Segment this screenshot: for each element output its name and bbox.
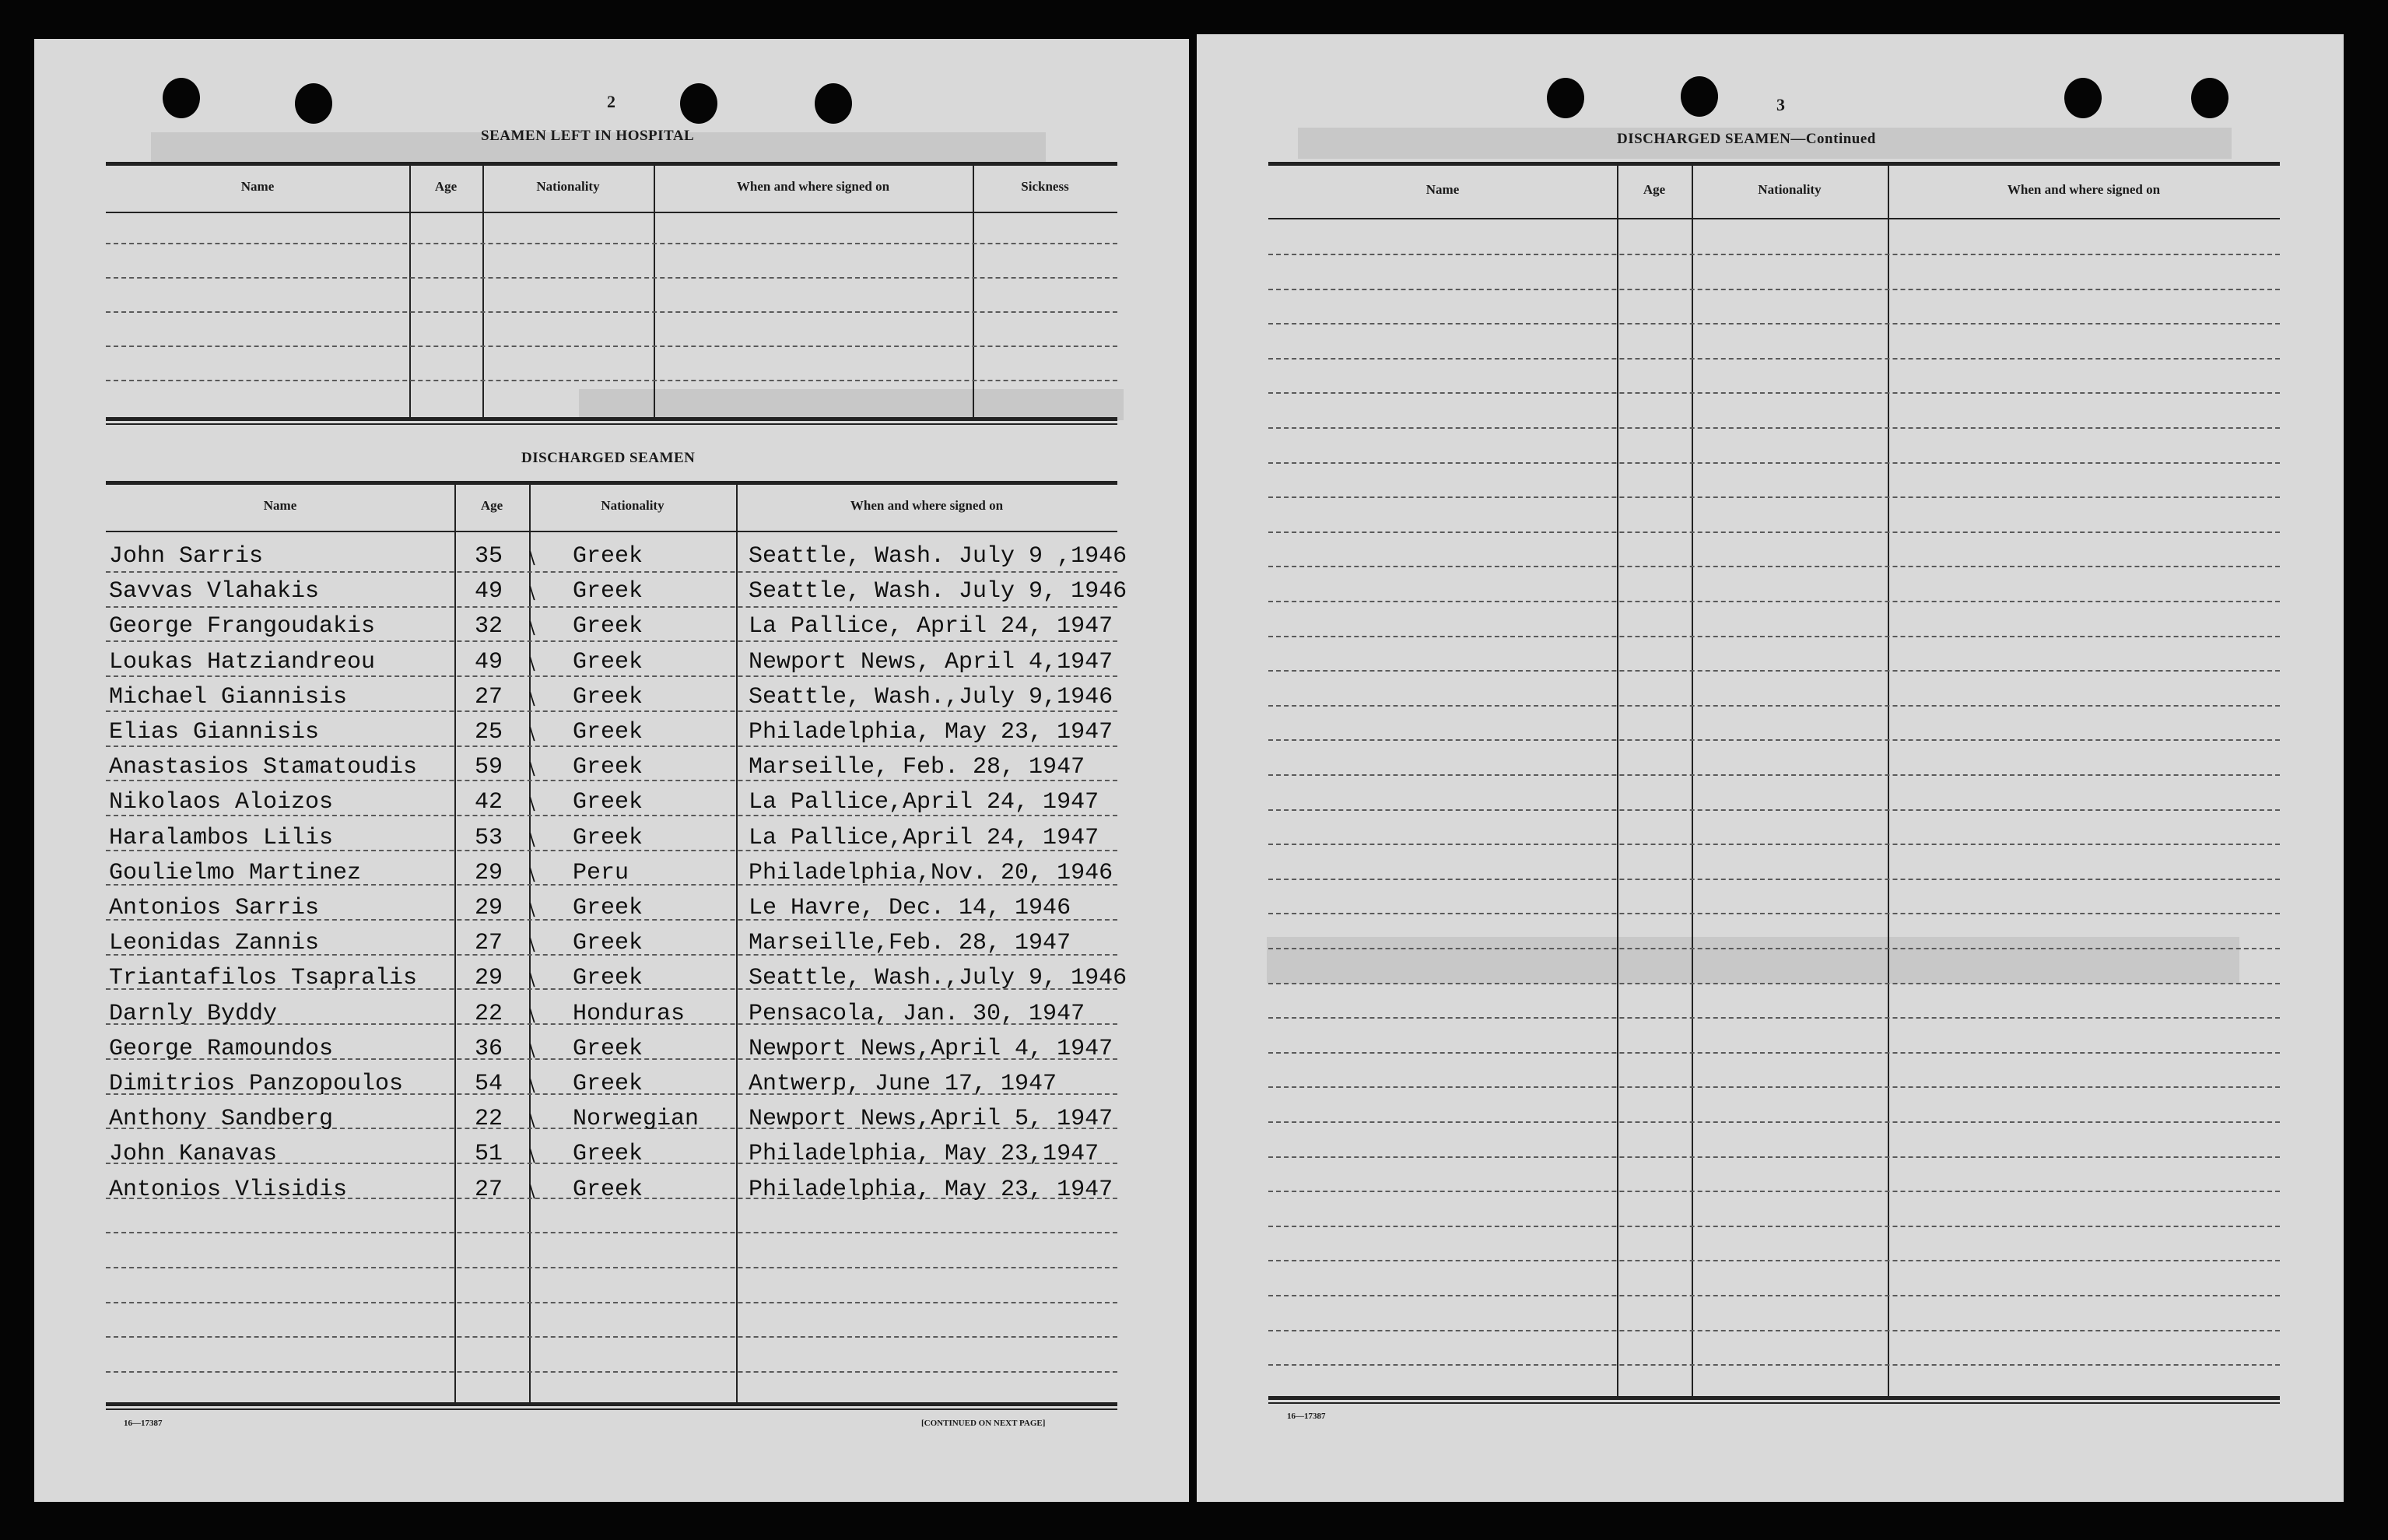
seaman-name: George Ramoundos <box>109 1035 334 1062</box>
seaman-nationality: Greek <box>573 683 643 710</box>
column-header: Age <box>1643 182 1666 197</box>
seaman-name: Savvas Vlahakis <box>109 578 320 605</box>
column-header: Name <box>263 498 297 513</box>
check-mark-icon: ∖ <box>526 689 538 710</box>
seaman-nationality: Greek <box>573 1035 643 1062</box>
seaman-age: 29 <box>475 859 503 886</box>
table-bottom-rule <box>106 1408 1117 1410</box>
header-rule <box>106 531 1117 532</box>
punch-hole <box>295 83 332 124</box>
punch-hole <box>815 83 852 124</box>
ruled-line <box>106 1232 1117 1233</box>
seaman-age: 49 <box>475 648 503 675</box>
bleed-through-text <box>579 389 1124 420</box>
ruled-line <box>1268 1017 2280 1019</box>
ruled-line <box>106 346 1117 347</box>
ruled-line <box>1268 1330 2280 1331</box>
seaman-age: 27 <box>475 683 503 710</box>
ruled-line <box>1268 774 2280 776</box>
table-bottom-rule <box>106 423 1117 425</box>
right-section-title: DISCHARGED SEAMEN—Continued <box>1617 131 1876 147</box>
check-mark-icon: ∖ <box>526 936 538 956</box>
seaman-name: George Frangoudakis <box>109 613 376 640</box>
seaman-age: 54 <box>475 1071 503 1097</box>
discharged-section-title: DISCHARGED SEAMEN <box>521 450 696 466</box>
seaman-nationality: Norwegian <box>573 1106 700 1133</box>
seaman-signed-on: Marseille,Feb. 28, 1947 <box>749 930 1071 957</box>
seaman-signed-on: La Pallice, April 24, 1947 <box>749 613 1113 640</box>
seaman-age: 32 <box>475 613 503 640</box>
check-mark-icon: ∖ <box>526 725 538 745</box>
ruled-line <box>1268 1121 2280 1123</box>
seaman-age: 59 <box>475 754 503 781</box>
ruled-line <box>106 1302 1117 1303</box>
seaman-age: 49 <box>475 578 503 605</box>
seaman-signed-on: Marseille, Feb. 28, 1947 <box>749 754 1085 781</box>
seaman-nationality: Greek <box>573 543 643 570</box>
seaman-name: Nikolaos Aloizos <box>109 789 334 816</box>
seaman-name: Antonios Sarris <box>109 895 320 921</box>
seaman-age: 22 <box>475 1106 503 1133</box>
seaman-name: Triantafilos Tsapralis <box>109 965 418 992</box>
column-header: Nationality <box>536 179 600 194</box>
seaman-signed-on: Seattle, Wash. July 9 ,1946 <box>749 543 1127 570</box>
column-header: Sickness <box>1021 179 1069 194</box>
check-mark-icon: ∖ <box>526 584 538 605</box>
ruled-line <box>106 1267 1117 1268</box>
ruled-line <box>1268 323 2280 324</box>
punch-hole <box>2191 78 2228 118</box>
ruled-line <box>106 380 1117 381</box>
column-separator <box>1888 162 1889 1396</box>
ruled-line <box>1268 948 2280 949</box>
header-rule <box>106 212 1117 213</box>
seaman-signed-on: Antwerp, June 17, 1947 <box>749 1071 1057 1097</box>
continued-note: [CONTINUED ON NEXT PAGE] <box>921 1419 1046 1428</box>
ruled-line <box>1268 392 2280 394</box>
table-top-rule <box>106 481 1117 485</box>
seaman-age: 27 <box>475 1176 503 1203</box>
column-separator <box>654 162 655 417</box>
ruled-line <box>1268 1156 2280 1158</box>
check-mark-icon: ∖ <box>526 1041 538 1061</box>
ruled-line <box>1268 670 2280 672</box>
column-header: Age <box>480 498 503 513</box>
table-bottom-rule <box>106 1402 1117 1406</box>
ruled-line <box>1268 1260 2280 1261</box>
seaman-name: Elias Giannisis <box>109 719 320 745</box>
check-mark-icon: ∖ <box>526 619 538 640</box>
check-mark-icon: ∖ <box>526 971 538 991</box>
seaman-nationality: Greek <box>573 930 643 957</box>
form-number: 16—17387 <box>124 1419 163 1428</box>
seaman-signed-on: Seattle, Wash.,July 9,1946 <box>749 683 1113 710</box>
check-mark-icon: ∖ <box>526 830 538 851</box>
table-bottom-rule <box>1268 1402 2280 1404</box>
ruled-line <box>1268 739 2280 741</box>
seaman-nationality: Greek <box>573 824 643 851</box>
ruled-line <box>1268 601 2280 602</box>
seaman-name: Anthony Sandberg <box>109 1106 334 1133</box>
ruled-line <box>106 640 1117 642</box>
seaman-nationality: Greek <box>573 719 643 745</box>
ruled-line <box>1268 1086 2280 1088</box>
ruled-line <box>1268 636 2280 637</box>
seaman-age: 53 <box>475 824 503 851</box>
check-mark-icon: ∖ <box>526 760 538 781</box>
punch-hole <box>1681 76 1718 117</box>
punch-hole <box>2064 78 2102 118</box>
ruled-line <box>1268 1226 2280 1227</box>
seaman-name: John Sarris <box>109 543 264 570</box>
ruled-line <box>106 571 1117 573</box>
seaman-signed-on: Seattle, Wash.,July 9, 1946 <box>749 965 1127 992</box>
right-page <box>1197 34 2344 1502</box>
column-header: When and where signed on <box>2007 182 2161 197</box>
column-header: Name <box>240 179 275 194</box>
check-mark-icon: ∖ <box>526 654 538 675</box>
column-header: Name <box>1425 182 1460 197</box>
seaman-nationality: Greek <box>573 613 643 640</box>
seaman-nationality: Greek <box>573 754 643 781</box>
ruled-line <box>1268 254 2280 255</box>
seaman-name: John Kanavas <box>109 1141 278 1168</box>
ruled-line <box>1268 1052 2280 1054</box>
seaman-name: Haralambos Lilis <box>109 824 334 851</box>
seaman-age: 25 <box>475 719 503 745</box>
seaman-age: 42 <box>475 789 503 816</box>
seaman-nationality: Greek <box>573 648 643 675</box>
seaman-nationality: Honduras <box>573 1000 686 1027</box>
seaman-nationality: Greek <box>573 578 643 605</box>
seaman-signed-on: Philadelphia,Nov. 20, 1946 <box>749 859 1113 886</box>
ruled-line <box>1268 531 2280 533</box>
check-mark-icon: ∖ <box>526 1077 538 1096</box>
form-number: 16—17387 <box>1287 1412 1326 1421</box>
ruled-line <box>1268 1191 2280 1192</box>
seaman-nationality: Peru <box>573 859 629 886</box>
ruled-line <box>1268 289 2280 290</box>
column-separator <box>1617 162 1618 1396</box>
seaman-age: 29 <box>475 895 503 921</box>
seaman-nationality: Greek <box>573 965 643 992</box>
seaman-name: Loukas Hatziandreou <box>109 648 376 675</box>
column-header: When and where signed on <box>850 498 1004 513</box>
check-mark-icon: ∖ <box>526 795 538 816</box>
ruled-line <box>1268 913 2280 914</box>
seaman-age: 22 <box>475 1000 503 1027</box>
seaman-name: Leonidas Zannis <box>109 930 320 957</box>
seaman-signed-on: Le Havre, Dec. 14, 1946 <box>749 895 1071 921</box>
ruled-line <box>1268 844 2280 845</box>
seaman-signed-on: Newport News,April 5, 1947 <box>749 1106 1113 1133</box>
check-mark-icon: ∖ <box>526 1006 538 1026</box>
column-separator <box>973 162 974 417</box>
punch-hole <box>680 83 717 124</box>
header-rule <box>1268 218 2280 219</box>
left-page <box>34 39 1189 1502</box>
seaman-signed-on: Philadelphia, May 23,1947 <box>749 1141 1099 1168</box>
seaman-age: 27 <box>475 930 503 957</box>
seaman-signed-on: Philadelphia, May 23, 1947 <box>749 1176 1113 1203</box>
seaman-nationality: Greek <box>573 1071 643 1097</box>
ruled-line <box>1268 566 2280 567</box>
seaman-age: 36 <box>475 1035 503 1062</box>
column-separator <box>736 481 738 1402</box>
column-header: Nationality <box>1758 182 1822 197</box>
seaman-name: Michael Giannisis <box>109 683 348 710</box>
ruled-line <box>1268 705 2280 707</box>
seaman-signed-on: Newport News, April 4,1947 <box>749 648 1113 675</box>
punch-hole <box>1547 78 1584 118</box>
ruled-line <box>1268 1364 2280 1366</box>
column-header: Nationality <box>601 498 665 513</box>
seaman-signed-on: Newport News,April 4, 1947 <box>749 1035 1113 1062</box>
seaman-nationality: Greek <box>573 1176 643 1203</box>
ruled-line <box>1268 879 2280 880</box>
seaman-age: 35 <box>475 543 503 570</box>
seaman-signed-on: Philadelphia, May 23, 1947 <box>749 719 1113 745</box>
ruled-line <box>106 243 1117 244</box>
seaman-signed-on: Seattle, Wash. July 9, 1946 <box>749 578 1127 605</box>
check-mark-icon: ∖ <box>526 1182 538 1202</box>
column-separator <box>409 162 411 417</box>
ruled-line <box>1268 496 2280 498</box>
check-mark-icon: ∖ <box>526 1147 538 1167</box>
table-bottom-rule <box>1268 1396 2280 1400</box>
column-header: Age <box>434 179 458 194</box>
table-top-rule <box>106 162 1117 166</box>
seaman-nationality: Greek <box>573 895 643 921</box>
ruled-line <box>1268 427 2280 429</box>
ruled-line <box>106 1336 1117 1338</box>
check-mark-icon: ∖ <box>526 549 538 569</box>
seaman-name: Dimitrios Panzopoulos <box>109 1071 404 1097</box>
ruled-line <box>106 1371 1117 1373</box>
check-mark-icon: ∖ <box>526 865 538 886</box>
ruled-line <box>1268 809 2280 811</box>
seaman-age: 51 <box>475 1141 503 1168</box>
ruled-line <box>1268 358 2280 360</box>
column-separator <box>1692 162 1693 1396</box>
seaman-name: Goulielmo Martinez <box>109 859 362 886</box>
column-separator <box>482 162 484 417</box>
column-separator <box>454 481 456 1402</box>
bleed-through-text <box>1267 937 2239 984</box>
seaman-nationality: Greek <box>573 1141 643 1168</box>
page-number: 3 <box>1776 95 1785 114</box>
check-mark-icon: ∖ <box>526 901 538 921</box>
ruled-line <box>1268 983 2280 984</box>
ruled-line <box>106 675 1117 677</box>
ruled-line <box>1268 462 2280 464</box>
ruled-line <box>106 277 1117 279</box>
ruled-line <box>106 606 1117 608</box>
seaman-signed-on: La Pallice,April 24, 1947 <box>749 789 1099 816</box>
ruled-line <box>106 311 1117 313</box>
check-mark-icon: ∖ <box>526 1112 538 1132</box>
seaman-signed-on: La Pallice,April 24, 1947 <box>749 824 1099 851</box>
page-number: 2 <box>607 92 615 111</box>
seaman-name: Darnly Byddy <box>109 1000 278 1027</box>
ruled-line <box>106 710 1117 712</box>
punch-hole <box>163 78 200 118</box>
seaman-name: Antonios Vlisidis <box>109 1176 348 1203</box>
table-bottom-rule <box>106 417 1117 421</box>
hospital-section-title: SEAMEN LEFT IN HOSPITAL <box>481 128 695 144</box>
column-header: When and where signed on <box>736 179 890 194</box>
seaman-nationality: Greek <box>573 789 643 816</box>
seaman-name: Anastasios Stamatoudis <box>109 754 418 781</box>
seaman-age: 29 <box>475 965 503 992</box>
ruled-line <box>1268 1295 2280 1296</box>
table-top-rule <box>1268 162 2280 166</box>
seaman-signed-on: Pensacola, Jan. 30, 1947 <box>749 1000 1085 1027</box>
